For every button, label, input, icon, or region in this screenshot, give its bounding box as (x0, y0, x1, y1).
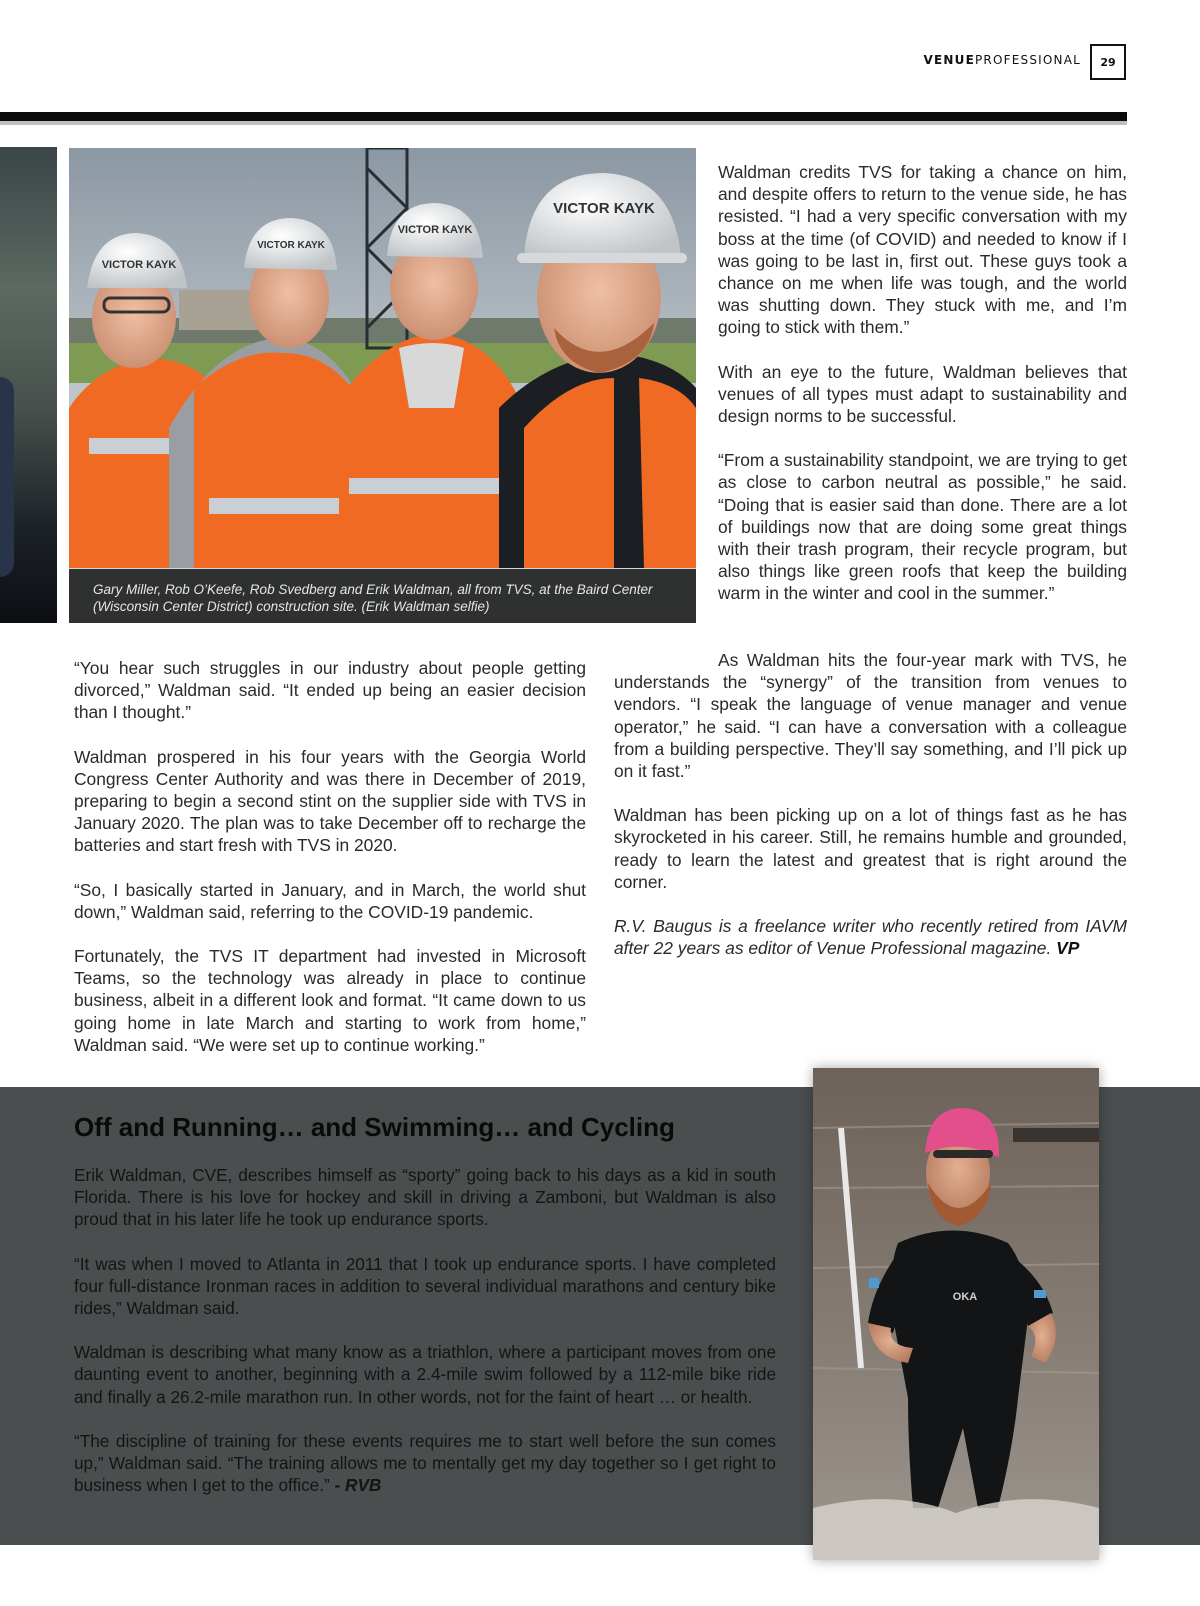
helmet-logo-2: VICTOR KAYK (257, 240, 325, 251)
runner-photo (813, 1068, 1099, 1560)
brand-professional: PROFESSIONAL (975, 53, 1081, 67)
wetsuit-logo: OKA (952, 1291, 978, 1303)
paragraph (74, 1430, 776, 1497)
side-photo-fragment (0, 147, 57, 623)
paragraph: Waldman is describing what many know as a triathlon, where a participant moves from one daunting event to another, beginning with a 2.4-mile swim followed by a 112-mile bike ride and finally a 26.2-mile marathon run. In other words, not for the faint of heart … or health. (74, 1342, 776, 1407)
sidebar-title: Off and Running… and Swimming… and Cycling (74, 1112, 675, 1142)
sidebar-body (74, 1164, 776, 1518)
paragraph: Waldman has been picking up on a lot of things fast as he has skyrocketed in his career. Still, he remains humble and grounded, ready to learn the latest and greatest that is right around the corner. (614, 805, 1127, 892)
author-byline (614, 915, 1127, 959)
paragraph: Erik Waldman, CVE, describes himself as “sporty” going back to his days as a kid in south Florida. There is his love for hockey and skill in driving a Zamboni, but Waldman is also proud that in his later life he took up endurance sports. (74, 1165, 776, 1230)
right-column-lower (614, 649, 1127, 981)
header-rule (0, 112, 1127, 121)
photo-caption: Gary Miller, Rob O’Keefe, Rob Svedberg and Erik Waldman, all from TVS, at the Baird Center (Wisconsin Center District) construction site. (Erik Waldman selfie) (93, 582, 653, 614)
helmet-logo-1: VICTOR KAYK (101, 259, 177, 271)
helmet-logo-4: VICTOR KAYK (553, 200, 655, 217)
paragraph: Fortunately, the TVS IT department had invested in Microsoft Teams, so the technology was already in place to continue business, albeit in a different look and format. “It came down to us going home in late March and starting to work from home,” Waldman said. “We were set up to continue working.” (74, 946, 586, 1055)
paragraph: “So, I basically started in January, and in March, the world shut down,” Waldman said, referring to the COVID-19 pandemic. (74, 879, 586, 922)
right-column-upper (718, 161, 1127, 627)
side-photo-detail (0, 377, 14, 577)
group-selfie-image (69, 148, 696, 623)
helmet-logo-3: VICTOR KAYK (397, 224, 473, 236)
paragraph: Waldman prospered in his four years with the Georgia World Congress Center Authority and was there in December of 2019, preparing to begin a second stint on the supplier side with TVS in January 2020. The plan was to take December off to recharge the batteries and start fresh with TVS in 2020. (74, 746, 586, 856)
paragraph: As Waldman hits the four-year mark with TVS, he understands the “synergy” of the transition from venues to vendors. “I speak the language of venue manager and venue operator,” he said. “I can have a conversation with a colleague from a building perspective. They’ll say something, and I’ll pick up on it fast.” (614, 650, 1127, 782)
brand-venue: VENUE (923, 53, 975, 67)
end-mark: VP (1056, 938, 1080, 959)
page-number: 29 (1090, 44, 1126, 80)
sidebar-quote: “The discipline of training for these events requires me to start well before the sun comes up,” Waldman said. “The training allows me to mentally get my day together so I get right to business when I get to the office.” (74, 1430, 776, 1496)
photo-caption-box (69, 569, 696, 623)
byline-text: R.V. Baugus is a freelance writer who recently retired from IAVM after 22 years as editor of Venue Professional magazine. (614, 916, 1127, 959)
magazine-brand (924, 53, 1081, 67)
main-photo (69, 148, 696, 623)
paragraph: “You hear such struggles in our industry about people getting divorced,” Waldman said. “It ended up being an easier decision than I thought.” (74, 658, 586, 723)
sidebar-signature: - RVB (334, 1475, 382, 1496)
header-rule-shadow (0, 121, 1127, 125)
paragraph: “From a sustainability standpoint, we are trying to get as close to carbon neutral as possible,” he said. “Doing that is easier said than done. There are a lot of buildings now that are doing some great things with their trash program, their recycle program, but also things like green roofs that keep the building warm in the winter and cool in the summer.” (718, 450, 1127, 604)
left-column (74, 657, 586, 1078)
paragraph: “It was when I moved to Atlanta in 2011 that I took up endurance sports. I have completed four full-distance Ironman races in addition to several individual marathons and century bike rides,” Waldman said. (74, 1253, 776, 1319)
paragraph: Waldman credits TVS for taking a chance on him, and despite offers to return to the venue side, he has resisted. “I had a very specific conversation with my boss at the time (of COVID) and needed to know if I was going to be last in, first out. These guys took a chance on me when life was tough, and the world was shutting down. They stuck with me, and I’m going to stick with them.” (718, 162, 1127, 338)
paragraph: With an eye to the future, Waldman believes that venues of all types must adapt to sustainability and design norms to be successful. (718, 361, 1127, 427)
triathlete-image (813, 1068, 1099, 1560)
